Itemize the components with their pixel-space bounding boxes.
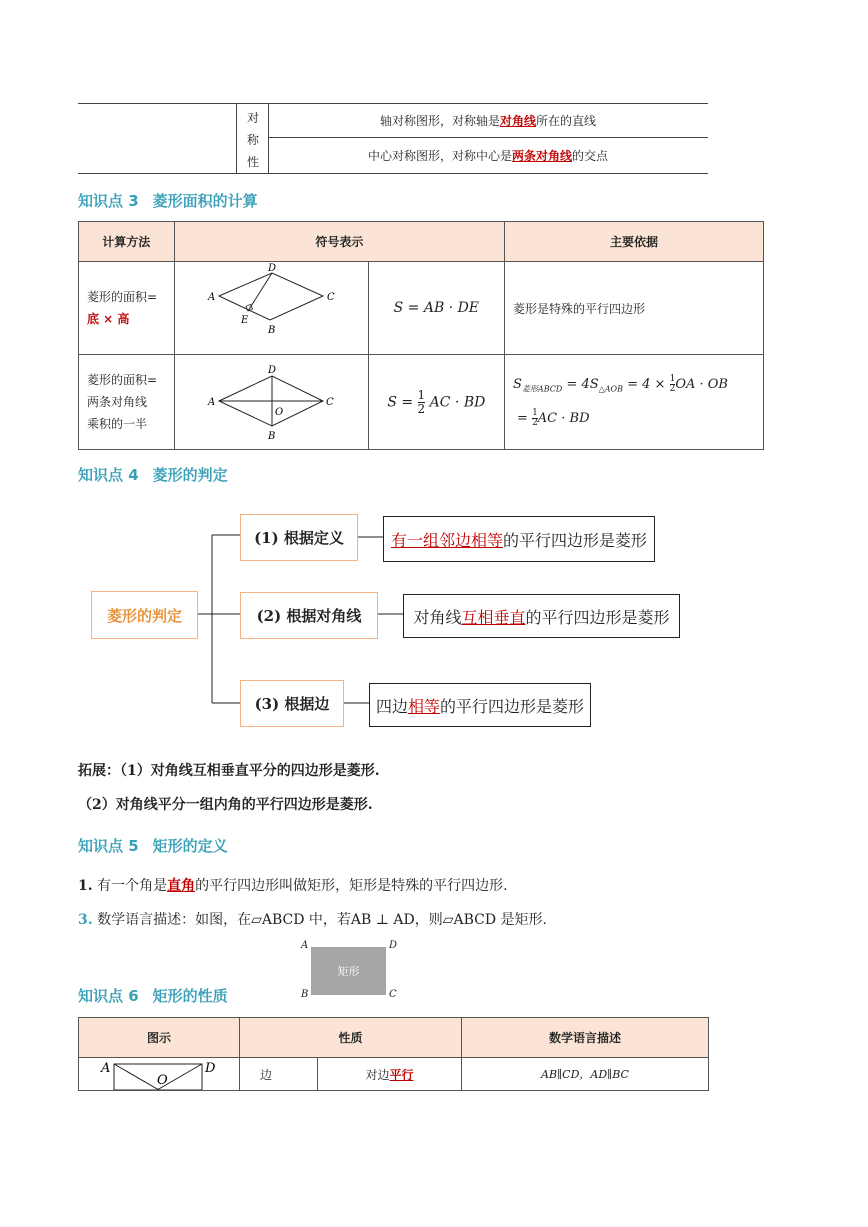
header-figure: 图示 (79, 1018, 240, 1058)
mindmap-condition: (3) 根据边 (240, 680, 344, 727)
fraction-numerator: 1 (532, 408, 538, 419)
basis-cell: 菱形是特殊的平行四边形 (505, 262, 764, 355)
result-text: 的平行四边形是菱形 (503, 530, 648, 550)
result-text: 的平行四边形是菱形 (440, 696, 585, 716)
fraction-numerator: 1 (417, 387, 426, 402)
point-label: B (267, 431, 275, 442)
result-text: 四边 (375, 696, 408, 716)
header-basis: 主要依据 (505, 222, 764, 262)
point-label: O (157, 1073, 168, 1088)
fraction-numerator: 1 (669, 373, 676, 384)
result-highlight: 互相垂直 (461, 607, 526, 627)
section-heading-kp6 (78, 985, 228, 1006)
property-table (78, 1017, 709, 1091)
point-label: D (267, 263, 276, 274)
definition-text: 数学语言描述：如图，在▱ABCD 中，若AB ⊥ AD，则▱ABCD 是矩形. (97, 912, 547, 928)
heading-label: 知识点 3 (78, 192, 139, 210)
definition-text: 有一个角是 (97, 878, 168, 894)
header-description: 数学语言描述 (462, 1018, 709, 1058)
math-part: S (513, 376, 522, 392)
point-label: B (301, 989, 309, 1000)
rectangle-shape: 矩形 (311, 947, 386, 995)
result-text: 的平行四边形是菱形 (525, 607, 670, 627)
method-text: 菱形的面积= (87, 373, 158, 387)
mindmap-condition: (2) 根据对角线 (240, 592, 378, 639)
mindmap-condition: (1) 根据定义 (240, 514, 358, 561)
point-label: E (240, 315, 248, 326)
fraction-denominator: 2 (417, 401, 426, 416)
description-cell: AB∥CD，AD∥BC (462, 1058, 709, 1091)
label-char: 称 (246, 133, 259, 147)
label-char: 对 (246, 111, 259, 125)
property-cell (318, 1058, 462, 1091)
point-label: A (207, 292, 215, 303)
point-label: A (207, 397, 215, 408)
heading-title: 矩形的定义 (152, 837, 228, 855)
mindmap-root: 菱形的判定 (91, 591, 198, 639)
rectangle-diagonal-diagram (79, 1058, 239, 1090)
rectangle-figure (300, 938, 405, 1000)
extension-line: （2）对角线平分一组内角的平行四边形是菱形. (78, 797, 373, 813)
math-part: = 4 × (623, 376, 670, 392)
method-highlight: 底 × 高 (87, 312, 130, 326)
definition-highlight: 直角 (167, 878, 196, 894)
heading-title: 矩形的性质 (152, 987, 228, 1005)
heading-label: 知识点 4 (78, 466, 139, 484)
point-label: D (389, 940, 398, 951)
point-label: D (267, 365, 276, 376)
item-number: 3. (78, 912, 93, 928)
label-char: 性 (246, 155, 259, 169)
heading-label: 知识点 6 (78, 987, 139, 1005)
definition-text: 的平行四边形叫做矩形，矩形是特殊的平行四边形. (195, 878, 508, 894)
point-label: A (301, 940, 309, 951)
math-sub: 菱形ABCD (521, 384, 563, 394)
header-formula: 符号表示 (174, 222, 504, 262)
method-text: 菱形的面积= (87, 290, 158, 304)
mindmap-result (369, 683, 591, 727)
fraction-denominator: 2 (669, 383, 676, 394)
math-part: = (517, 411, 533, 427)
method-text: 两条对角线 (87, 395, 148, 409)
result-highlight: 相等 (407, 696, 440, 716)
point-label: O (274, 407, 283, 418)
point-label: C (326, 292, 335, 303)
section-heading-kp5 (78, 835, 228, 856)
point-label: C (325, 397, 334, 408)
category-cell: 边 (240, 1058, 318, 1091)
header-property: 性质 (240, 1018, 462, 1058)
math-part: AC · BD (537, 411, 590, 427)
result-text: 对角线 (413, 607, 462, 627)
math-part: = 4S (562, 376, 599, 392)
heading-title: 菱形面积的计算 (152, 192, 258, 210)
extension-line: 拓展：（1）对角线互相垂直平分的四边形是菱形. (78, 763, 380, 779)
fraction-denominator: 2 (532, 418, 538, 429)
formula-part: AC · BD (429, 394, 486, 410)
header-method: 计算方法 (79, 222, 175, 262)
math-part: OA · OB (675, 376, 728, 392)
figure-cell (79, 1058, 240, 1091)
math-sub: △AOB (598, 384, 623, 394)
point-label: C (389, 989, 397, 1000)
cell-text: 所在的直线 (536, 114, 597, 128)
heading-title: 菱形的判定 (152, 466, 228, 484)
cell-text: 轴对称图形，对称轴是 (379, 114, 500, 128)
item-number: 1. (78, 878, 93, 894)
point-label: D (205, 1061, 216, 1076)
cell-text: 的交点 (572, 149, 609, 163)
point-label: A (101, 1061, 111, 1076)
mindmap-result (383, 516, 655, 562)
heading-label: 知识点 5 (78, 837, 139, 855)
formula-part: S = (387, 394, 414, 410)
property-highlight: 平行 (389, 1067, 414, 1082)
highlight-text: 两条对角线 (511, 149, 572, 163)
definition-line (78, 909, 547, 929)
cell-text: 中心对称图形，对称中心是 (367, 149, 512, 163)
point-label: B (267, 325, 275, 336)
result-highlight: 有一组邻边相等 (390, 530, 503, 550)
property-text: 对边 (365, 1067, 390, 1082)
definition-line (78, 875, 508, 895)
mindmap-result (403, 594, 680, 638)
method-text: 乘积的一半 (87, 417, 148, 431)
formula-cell: S = AB · DE (368, 262, 504, 355)
highlight-text: 对角线 (499, 114, 536, 128)
